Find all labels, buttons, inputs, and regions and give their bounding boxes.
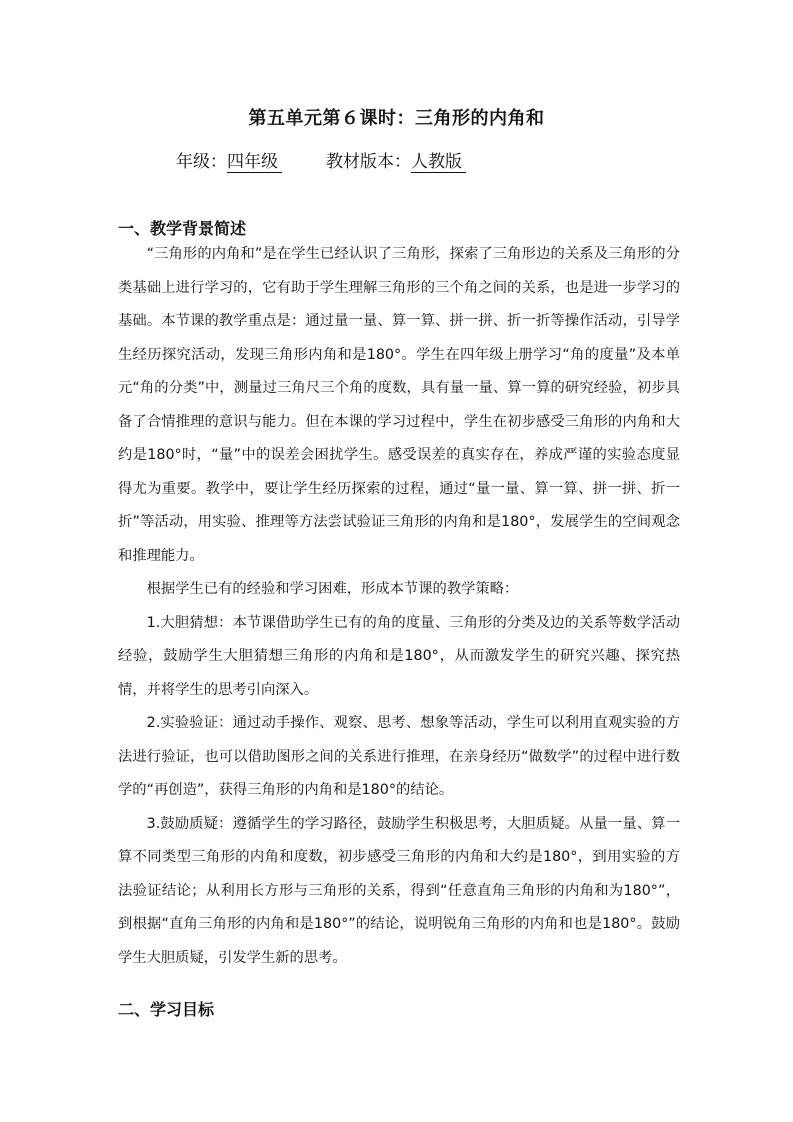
document-title: 第五单元第６课时：三角形的内角和 bbox=[248, 108, 545, 129]
grade-value: 四年级 bbox=[227, 152, 282, 173]
section-heading-background: 一、教学背景简述 bbox=[118, 219, 247, 238]
paragraph-background: “三角形的内角和”是在学生已经认识了三角形，探索了三角形边的关系及三角形的分类基础上进行学习的，它有助于学生理解三角形的三个角之间的关系，也是进一步学习的基础。本节课的教学重点是：通过量一量、算一算、拼一拼、折一折等操作活动，引导学生经历探究活动，发现三角形内角和是180°。学生在四年级上册学习“角的度量”及本单元“角的分类”中，测量过三角尺三个角的度数，具有量一量、算一算的研究经验，初步具备了合情推理的意识与能力。但在本课的学习过程中，学生在初步感受三角形的内角和大约是180°时，“量”中的误差会困扰学生。感受误差的真实存在，养成严谨的实验态度显得尤为重要。教学中，要让学生经历探索的过程，通过“量一量、算一算、拼一拼、折一折”等活动，用实验、推理等方法尝试验证三角形的内角和是180°，发展学生的空间观念和推理能力。 bbox=[118, 246, 680, 564]
grade-label: 年级： bbox=[176, 152, 227, 172]
edition-label: 教材版本： bbox=[326, 152, 411, 172]
section-body-background bbox=[118, 238, 680, 975]
paragraph-strategy-question: 3.鼓励质疑：遵循学生的学习路径，鼓励学生积极思考，大胆质疑。从量一量、算一算不同类型三角形的内角和度数，初步感受三角形的内角和大约是180°，到用实验的方法验证结论；从利用长方形与三角形的关系，得到“任意直角三角形的内角和为180°”，到根据“直角三角形的内角和是180°”的结论，说明锐角三角形的内角和也是180°。鼓励学生大胆质疑，引发学生新的思考。 bbox=[118, 815, 680, 966]
paragraph-strategy-experiment: 2.实验验证：通过动手操作、观察、思考、想象等活动，学生可以利用直观实验的方法进行验证，也可以借助图形之间的关系进行推理，在亲身经历“做数学”的过程中进行数学的“再创造”，获得三角形的内角和是180°的结论。 bbox=[118, 715, 680, 798]
paragraph-strategy-intro: 根据学生已有的经验和学习困难，形成本节课的教学策略： bbox=[146, 581, 519, 597]
paragraph-strategy-guess: 1.大胆猜想：本节课借助学生已有的角的度量、三角形的分类及边的关系等数学活动经验，鼓励学生大胆猜想三角形的内角和是180°，从而激发学生的研究兴趣、探究热情，并将学生的思考引向深入。 bbox=[118, 614, 680, 698]
document-meta bbox=[176, 147, 466, 173]
section-heading-objectives: 二、学习目标 bbox=[118, 1000, 215, 1019]
edition-value: 人教版 bbox=[411, 152, 466, 173]
